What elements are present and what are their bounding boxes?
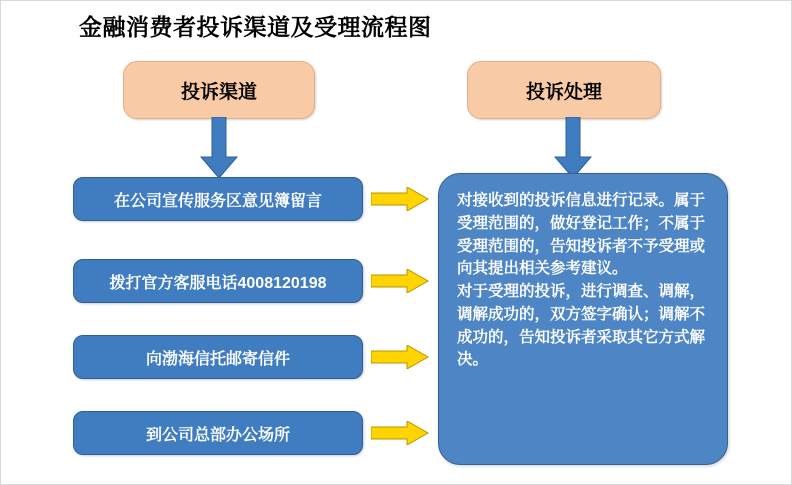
channel-box-3 <box>73 335 363 379</box>
channel-box-label: 向渤海信托邮寄信件 <box>145 350 290 368</box>
arrow-right-icon <box>371 187 429 211</box>
channel-box-label: 拨打官方客服电话4008120198 <box>109 274 327 292</box>
channel-box-1 <box>73 177 363 221</box>
handling-paragraph-2: 对于受理的投诉，进行调查、调解，调解成功的，双方签字确认；调解不成功的，告知投诉者采取其它方式解决。 <box>457 283 706 369</box>
channel-box-label: 在公司宣传服务区意见簿留言 <box>113 192 322 210</box>
channel-box-4 <box>73 411 363 455</box>
arrow-down-icon <box>199 117 239 179</box>
header-box-label: 投诉渠道 <box>180 81 257 103</box>
arrow-right-icon <box>371 345 429 369</box>
arrow-right-icon <box>371 421 429 445</box>
arrow-right-icon <box>371 269 429 293</box>
header-box-label: 投诉处理 <box>525 81 602 103</box>
handling-paragraph-1: 对接收到的投诉信息进行记录。属于受理范围的，做好登记工作；不属于受理范围的，告知投诉者不予受理或向其提出相关参考建议。 <box>457 192 706 278</box>
handling-description-panel <box>438 173 728 465</box>
page-title: 金融消费者投诉渠道及受理流程图 <box>79 14 432 40</box>
header-box-complaint-channels <box>123 61 315 119</box>
header-box-complaint-handling <box>467 61 661 119</box>
channel-box-2 <box>73 259 363 303</box>
arrow-down-icon <box>553 117 593 179</box>
channel-box-label: 到公司总部办公场所 <box>145 426 290 444</box>
